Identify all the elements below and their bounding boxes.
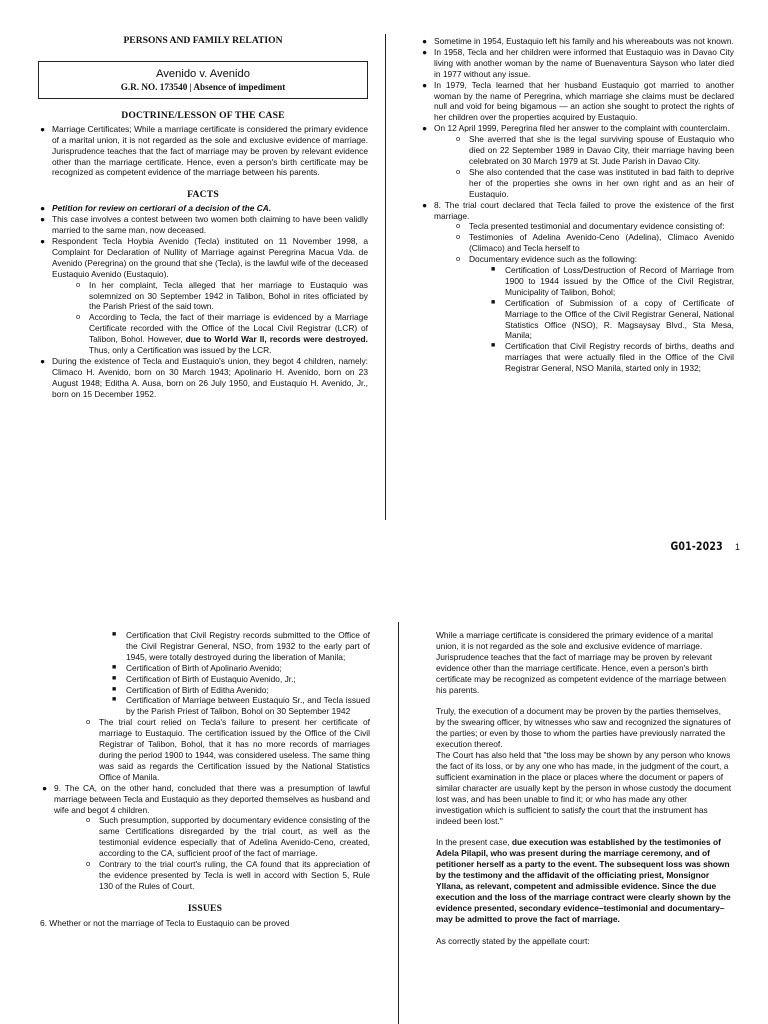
- list-item: [76, 312, 368, 356]
- fact-text: Testimonies of Adelina Avenido-Ceno (Adelina), Climaco Avenido (Climaco) and Tecla herself to: [469, 232, 734, 254]
- circle-bullet-icon: o: [456, 254, 461, 264]
- circle-bullet-icon: o: [76, 312, 81, 322]
- case-subtitle: G.R. NO. 173540 | Absence of impediment: [120, 81, 286, 92]
- page-header: PERSONS AND FAMILY RELATION: [123, 35, 283, 46]
- square-bullet-icon: ■: [491, 342, 496, 350]
- ruling-paragraph: Truly, the execution of a document may be proven by the parties themselves, by the swearing officer, by witnesses who saw and recognized the signatures of the parties; or even by those to whom the parties have previously narrated the execution thereof.: [436, 706, 731, 750]
- fact-bold-text: due to World War II, records were destroyed.: [185, 334, 369, 345]
- bullet-icon: ●: [40, 123, 46, 134]
- circle-bullet-icon: o: [86, 859, 91, 869]
- ruling-paragraph: While a marriage certificate is considered the primary evidence of a marital union, it is not regarded as the sole and exclusive evidence of marriage. Jurisprudence teaches that the fact of marriage may be proven by relevant evidence other than the marriage certificate. Hence, even a person's birth certificate may be recognized as competent evidence of the marriage between his parents.: [436, 630, 727, 695]
- doctrine-heading: DOCTRINE/LESSON OF THE CASE: [121, 109, 285, 121]
- fact-text: Certification of Submission of a copy of Certificate of Marriage to the Office of the Civil Registrar General, National Statistics Office (NSO), R. Magsaysay Blvd., Sta Mesa, Manila;: [505, 297, 734, 341]
- fact-text: Contrary to the trial court's ruling, the CA found that its appreciation of the evidence presented by Tecla is well in accord with Section 5, Rule 130 of the Rules of Court.: [99, 859, 370, 891]
- page-number: 1: [734, 542, 740, 552]
- circle-bullet-icon: o: [456, 232, 461, 242]
- circle-bullet-icon: o: [86, 815, 91, 825]
- fact-text: She averred that she is the legal surviving spouse of Eustaquio who died on 22 September 1989 in Davao City, their marriage having been celebrated on 30 March 1979 at St. Jude Parish in Davao City.: [469, 134, 734, 166]
- footer-code: G01-2023: [670, 539, 723, 553]
- fact-text: Certification of Marriage between Eustaquio Sr., and Tecla issued by the Parish Priest of Talibon, Bohol on 30 September 1942: [126, 695, 370, 717]
- bullet-icon: ●: [422, 36, 428, 46]
- list-item: [38, 356, 368, 400]
- fact-text: The trial court relied on Tecla's failure to present her certificate of marriage to Eustaquio. The certification issued by the Office of the Civil Registrar of Talibon, Bohol, that it has no more records of marriages during the period 1900 to 1944, was considered useless. The same thing was said as regards the Certification issued by the National Statistics Office of Manila.: [99, 717, 370, 782]
- issues-heading: ISSUES: [187, 902, 223, 914]
- fact-text: Respondent Tecla Hoybia Avenido (Tecla) instituted on 11 November 1998, a Complaint for Declaration of Nullity of Marriage against Peregrina Macua Vda. de Avenido (Peregrina) on the ground that she (Tecla), is the lawful wife of the deceased Eustaquio Avenido (Eustaquio).: [52, 235, 368, 279]
- bullet-icon: ●: [40, 355, 46, 366]
- square-bullet-icon: ■: [112, 696, 117, 704]
- page1-right-column: [420, 36, 734, 374]
- list-item: [456, 134, 734, 167]
- square-bullet-icon: ■: [112, 631, 117, 638]
- fact-text: Petition for review on certiorari of a decision of the CA.: [52, 203, 272, 214]
- bullet-icon: ●: [40, 235, 46, 246]
- fact-text: Certification of Loss/Destruction of Record of Marriage from 1900 to 1944 issued by the Office of the Civil Registrar, Municipality of Talibon, Bohol;: [505, 265, 734, 297]
- issue-item: 6. Whether or not the marriage of Tecla to Eustaquio can be proved: [40, 917, 290, 928]
- column-divider: [385, 34, 386, 520]
- fact-text: In 1958, Tecla and her children were informed that Eustaquio was in Davao City living with another woman by the name of Buenaventura Sayson who later died in 1977 without any issue.: [434, 46, 734, 79]
- bullet-icon: ●: [40, 203, 46, 214]
- ruling-bold-text: due execution was established by the testimonies of Adela Pilapil, who was present during the marriage ceremony, and of petitioner herself as a party to the event. The subsequent loss was shown by the testimony and the affidavit of the officiating priest, Monsignor Yllana, as relevant, competent and admissible evidence. Since the due execution and the loss of the marriage contract were clearly shown by the evidence presented, secondary evidence–testimonial and documentary–may be admitted to prove the fact of marriage.: [436, 837, 731, 924]
- fact-text: 8. The trial court declared that Tecla failed to prove the existence of the first marriage.: [434, 199, 734, 221]
- bullet-icon: ●: [42, 782, 48, 793]
- page1-left-column: [38, 36, 368, 400]
- list-item: [112, 674, 370, 685]
- case-title-box: [38, 61, 368, 99]
- circle-bullet-icon: o: [456, 134, 461, 144]
- fact-text: Documentary evidence such as the following:: [469, 254, 638, 265]
- list-item: [86, 717, 370, 782]
- doctrine-item: [38, 124, 368, 179]
- fact-text: 9. The CA, on the other hand, concluded that there was a presumption of lawful marriage between Tecla and Eustaquio as they deported themselves as husband and wife and begot 4 children.: [54, 782, 370, 815]
- list-item: [491, 265, 734, 298]
- page2-right-column: [436, 630, 732, 947]
- list-item: [420, 200, 734, 375]
- fact-text: According to Tecla, the fact of their marriage is evidenced by a Marriage Certificate recorded with the Office of the Local Civil Registrar (LCR) of Talibon, Bohol. However,: [89, 312, 368, 345]
- list-item: [456, 221, 734, 232]
- square-bullet-icon: ■: [491, 266, 496, 274]
- fact-text: This case involves a contest between two women both claiming to have been validly married to the same man, now deceased.: [52, 214, 368, 236]
- bullet-icon: ●: [422, 123, 428, 134]
- bullet-icon: ●: [422, 46, 428, 57]
- fact-text: Thus, only a Certification was issued by the LCR.: [89, 345, 272, 356]
- fact-text: Certification of Birth of Apolinario Avenido;: [126, 662, 282, 673]
- list-item: [420, 123, 734, 199]
- list-item: [420, 36, 734, 47]
- circle-bullet-icon: o: [456, 166, 461, 176]
- list-item: [456, 167, 734, 200]
- circle-bullet-icon: o: [76, 279, 81, 289]
- list-item: [76, 280, 368, 313]
- list-item: [38, 214, 368, 236]
- ruling-text: In the present case,: [436, 837, 510, 848]
- fact-text: In 1979, Tecla learned that her husband Eustaquio got married to another woman by the name of Peregrina, which marriage she claims must be declared null and void for being bigamous — an action she sought to protect the rights of her children over the properties acquired by Eustaquio.: [434, 79, 734, 123]
- fact-text: Tecla presented testimonial and documentary evidence consisting of:: [469, 221, 725, 232]
- list-item: [491, 298, 734, 342]
- bullet-icon: ●: [422, 79, 428, 90]
- list-item: [112, 630, 370, 663]
- fact-text: Certification of Birth of Eustaquio Avenido, Jr.;: [126, 673, 296, 684]
- list-item: [420, 80, 734, 124]
- list-item: [38, 236, 368, 356]
- case-title: Avenido v. Avenido: [156, 67, 250, 80]
- square-bullet-icon: ■: [112, 685, 117, 693]
- facts-heading: FACTS: [187, 189, 219, 201]
- list-item: [40, 783, 370, 892]
- bullet-icon: ●: [422, 199, 428, 210]
- ruling-paragraph: As correctly stated by the appellate court:: [436, 935, 590, 946]
- page-footer: [600, 541, 740, 553]
- fact-text: Certification that Civil Registry records submitted to the Office of the Civil Registrar General, NSO, from 1932 to the early part of 1945, were totally destroyed during the liberation of Manila;: [126, 630, 370, 662]
- fact-text: Sometime in 1954, Eustaquio left his family and his whereabouts was not known.: [434, 36, 734, 46]
- list-item: [86, 859, 370, 892]
- fact-text: During the existence of Tecla and Eustaquio's union, they begot 4 children, namely: Climaco H. Avenido, born on 30 March 1943; Apolinario H. Avenido, born on 23 August 1948; Editha A. Ausa, born on 26 July 1950, and Eustaquio H. Avenido, Jr., born on 15 December 1952.: [52, 355, 368, 399]
- list-item: [38, 203, 368, 214]
- square-bullet-icon: ■: [112, 663, 117, 671]
- list-item: [112, 695, 370, 717]
- list-item: [112, 685, 370, 696]
- fact-text: In her complaint, Tecla alleged that her marriage to Eustaquio was solemnized on 30 September 1942 in Talibon, Bohol in rites officiated by the Parish Priest of the said town.: [89, 279, 368, 312]
- list-item: [491, 341, 734, 374]
- list-item: [456, 254, 734, 374]
- list-item: [112, 663, 370, 674]
- circle-bullet-icon: o: [456, 221, 461, 231]
- fact-text: She also contended that the case was instituted in bad faith to deprive her of the properties she owns in her own right and as an heir of Eustaquio.: [469, 166, 734, 199]
- bullet-icon: ●: [40, 214, 46, 225]
- list-item: [456, 232, 734, 254]
- fact-text: Certification of Birth of Editha Avenido;: [126, 684, 269, 695]
- column-divider: [398, 622, 399, 1024]
- list-item: [86, 815, 370, 859]
- page2-left-column: [40, 630, 370, 929]
- ruling-paragraph: The Court has also held that "the loss may be shown by any person who knows the fact of its loss, or by any one who has made, in the judgment of the court, a sufficient examination in the place or places where the document or papers of similar character are usually kept by the person in whose custody the document lost was, and has been unable to find it; or who has made any other investigation which is sufficient to satisfy the court that the instrument has indeed been lost.": [436, 750, 732, 826]
- fact-text: On 12 April 1999, Peregrina filed her answer to the complaint with counterclaim.: [434, 123, 730, 134]
- doctrine-text: Marriage Certificates; While a marriage certificate is considered the primary evidence of a marital union, it is not regarded as the sole and exclusive evidence of marriage. Jurisprudence teaches that the fact of marriage may be proven by relevant evidence other than the marriage certificate. Hence, even a person's birth certificate may be recognized as competent evidence of the marriage between his parents.: [52, 123, 368, 178]
- fact-text: Such presumption, supported by documentary evidence consisting of the same Certifications disregarded by the trial court, as well as the testimonial evidence especially that of Adelina Avenido-Ceno, created, according to the CA, sufficient proof of the fact of marriage.: [99, 815, 370, 859]
- circle-bullet-icon: o: [86, 717, 91, 727]
- ruling-paragraph: [436, 837, 732, 924]
- fact-text: Certification that Civil Registry records of births, deaths and marriages that were actually filed in the Office of the Civil Registrar General, NSO Manila, started only in 1932;: [505, 341, 734, 374]
- square-bullet-icon: ■: [112, 674, 117, 682]
- list-item: [420, 47, 734, 80]
- square-bullet-icon: ■: [491, 298, 496, 306]
